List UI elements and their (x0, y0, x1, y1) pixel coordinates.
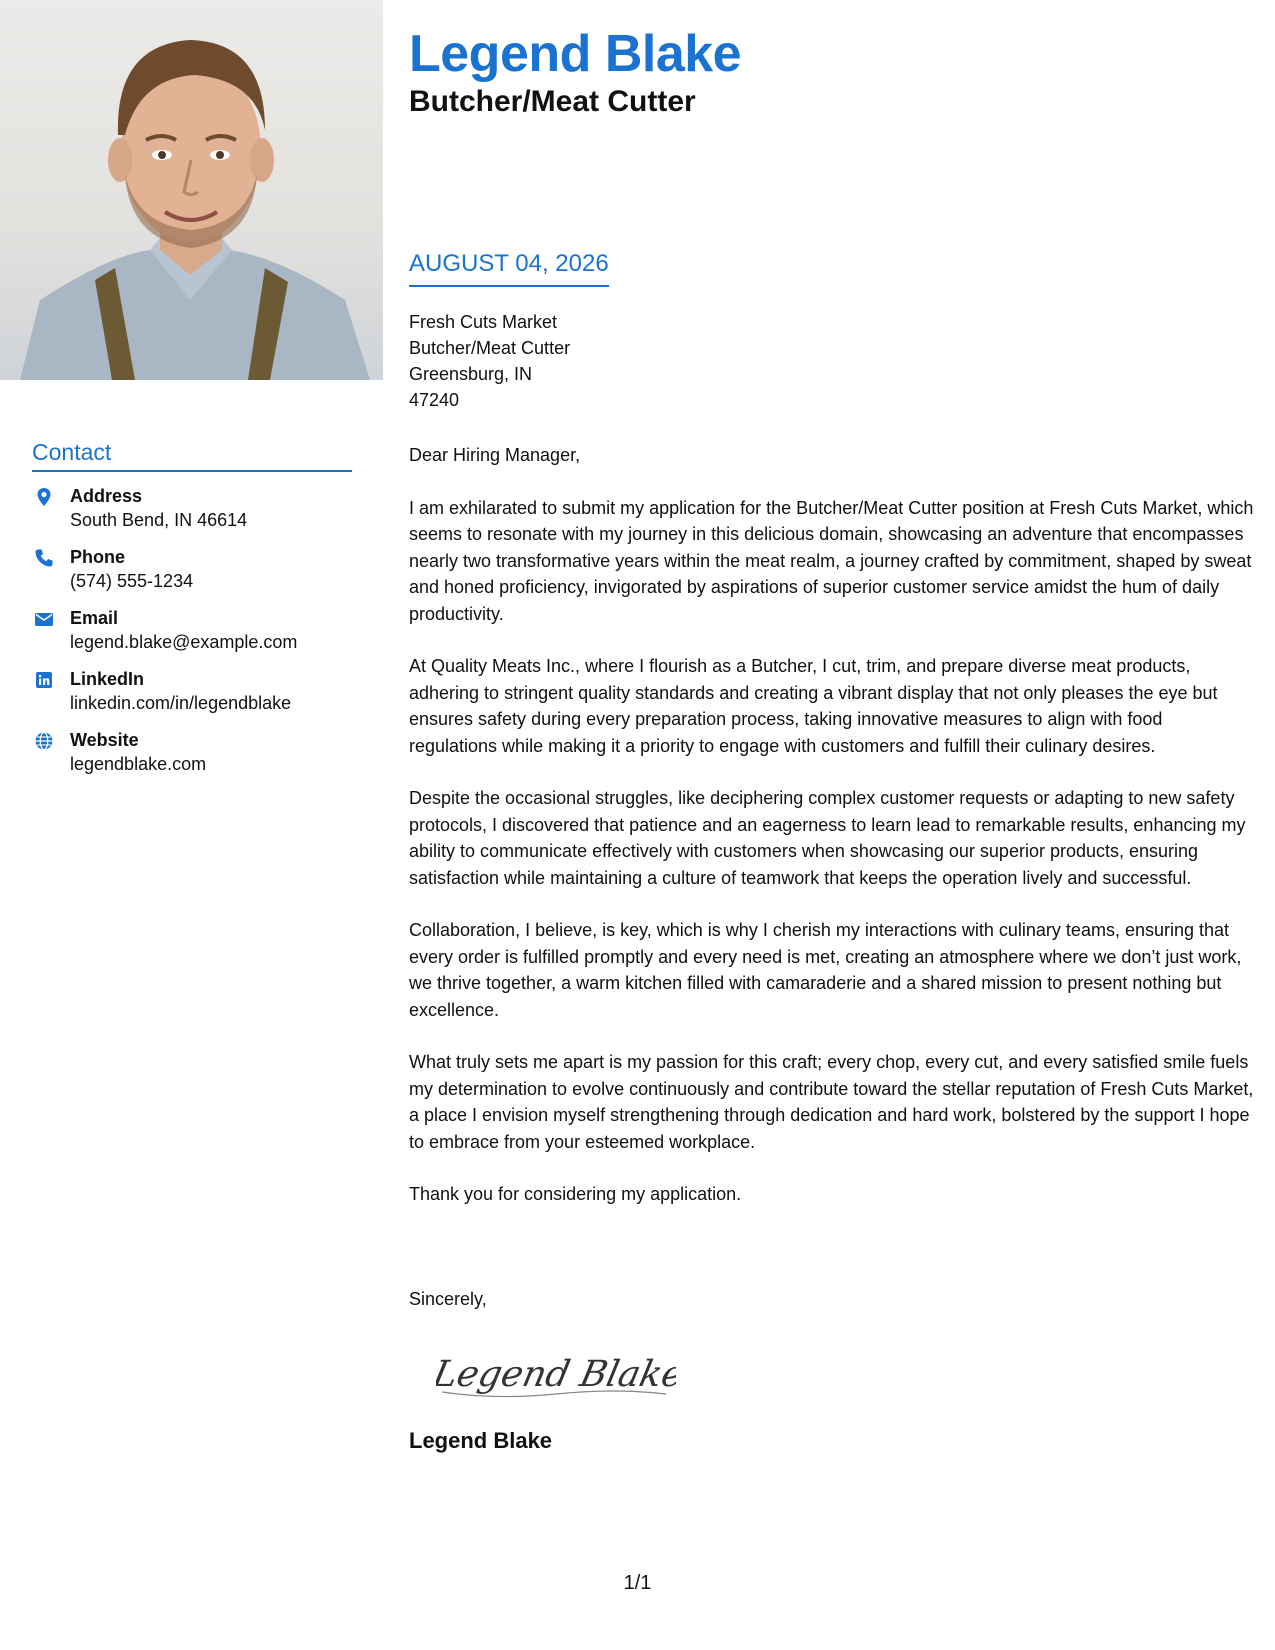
contact-website (32, 728, 352, 776)
handwritten-signature (436, 1344, 676, 1404)
letter-paragraph: Collaboration, I believe, is key, which is why I cherish my interactions with culinary teams, ensuring that every order is fulfilled promptly and every need is met, creating an atmosphere where we don’t just work, we thrive together, a warm kitchen filled with camaraderie and a shared mission to present nothing but excellence. (409, 920, 1242, 1020)
recipient-company: Fresh Cuts Market (409, 312, 558, 332)
contact-linkedin (32, 667, 352, 715)
letter-paragraph: I am exhilarated to submit my application for the Butcher/Meat Cutter position at Fresh Cuts Market, which seems to resonate with my journey in this delicious domain, showcasing an adventure that encompasses nearly two transformative years within the meat realm, a journey crafted by commitment, shaped by sweat and honed proficiency, invigorated by aspirations of superior customer service amidst the hum of daily productivity. (409, 497, 1254, 624)
letter-paragraph: Thank you for considering my application. (409, 1184, 742, 1204)
contact-label: Email (70, 608, 119, 628)
svg-text:Legend Blake: Legend Blake (436, 1352, 676, 1395)
globe-icon (34, 731, 54, 751)
location-pin-icon (34, 487, 54, 507)
contact-label: Phone (70, 547, 126, 567)
phone-icon (34, 548, 54, 568)
letter-date: AUGUST 04, 2026 (409, 247, 609, 287)
signed-name: Legend Blake (409, 1428, 553, 1453)
contact-value[interactable]: linkedin.com/in/legendblake (70, 693, 292, 713)
job-title: Butcher/Meat Cutter (409, 85, 696, 118)
closing: Sincerely, (409, 1289, 487, 1309)
contact-email (32, 606, 352, 654)
applicant-name: Legend Blake (409, 25, 742, 83)
salutation: Dear Hiring Manager, (409, 445, 581, 465)
contact-heading: Contact (32, 436, 352, 472)
contact-label: LinkedIn (70, 669, 145, 689)
letter-body (409, 442, 1255, 1234)
recipient-city: Greensburg, IN (409, 364, 533, 384)
contact-value: legend.blake@example.com (70, 632, 298, 652)
recipient-block (409, 309, 570, 413)
letter-paragraph: Despite the occasional struggles, like deciphering complex customer requests or adapting to new safety protocols, I discovered that patience and an eagerness to learn lead to remarkable results, enhancing my ability to communicate effectively with customers when showcasing our superior products, ensuring satisfaction while maintaining a culture of teamwork that keeps the operation lively and successful. (409, 788, 1246, 888)
linkedin-icon (34, 670, 54, 690)
page-number: 1/1 (623, 1572, 652, 1594)
profile-photo (0, 0, 383, 380)
portrait-illustration (0, 0, 383, 380)
contact-phone (32, 545, 352, 593)
contact-value: (574) 555-1234 (70, 571, 194, 591)
email-icon (34, 609, 54, 629)
recipient-zip: 47240 (409, 390, 460, 410)
letter-paragraph: At Quality Meats Inc., where I flourish as a Butcher, I cut, trim, and prepare diverse meat products, adhering to stringent quality standards and creating a vibrant display that not only pleases the eye but ensures safety during every preparation process, taking innovative measures to align with food regulations while making it a priority to engage with customers and fulfill their culinary desires. (409, 656, 1218, 756)
contact-label: Address (70, 486, 143, 506)
contact-value: South Bend, IN 46614 (70, 510, 248, 530)
contact-section (32, 436, 352, 789)
contact-address (32, 484, 352, 532)
contact-value[interactable]: legendblake.com (70, 754, 207, 774)
letter-paragraph: What truly sets me apart is my passion for this craft; every chop, every cut, and every satisfied smile fuels my determination to evolve continuously and contribute toward the stellar reputation of Fresh Cuts Market, a place I envision myself strengthening through dedication and hard work, bolstered by the support I hope to embrace from your esteemed workplace. (409, 1052, 1254, 1152)
contact-label: Website (70, 730, 139, 750)
recipient-position: Butcher/Meat Cutter (409, 338, 571, 358)
signature-graphic (436, 1344, 676, 1404)
